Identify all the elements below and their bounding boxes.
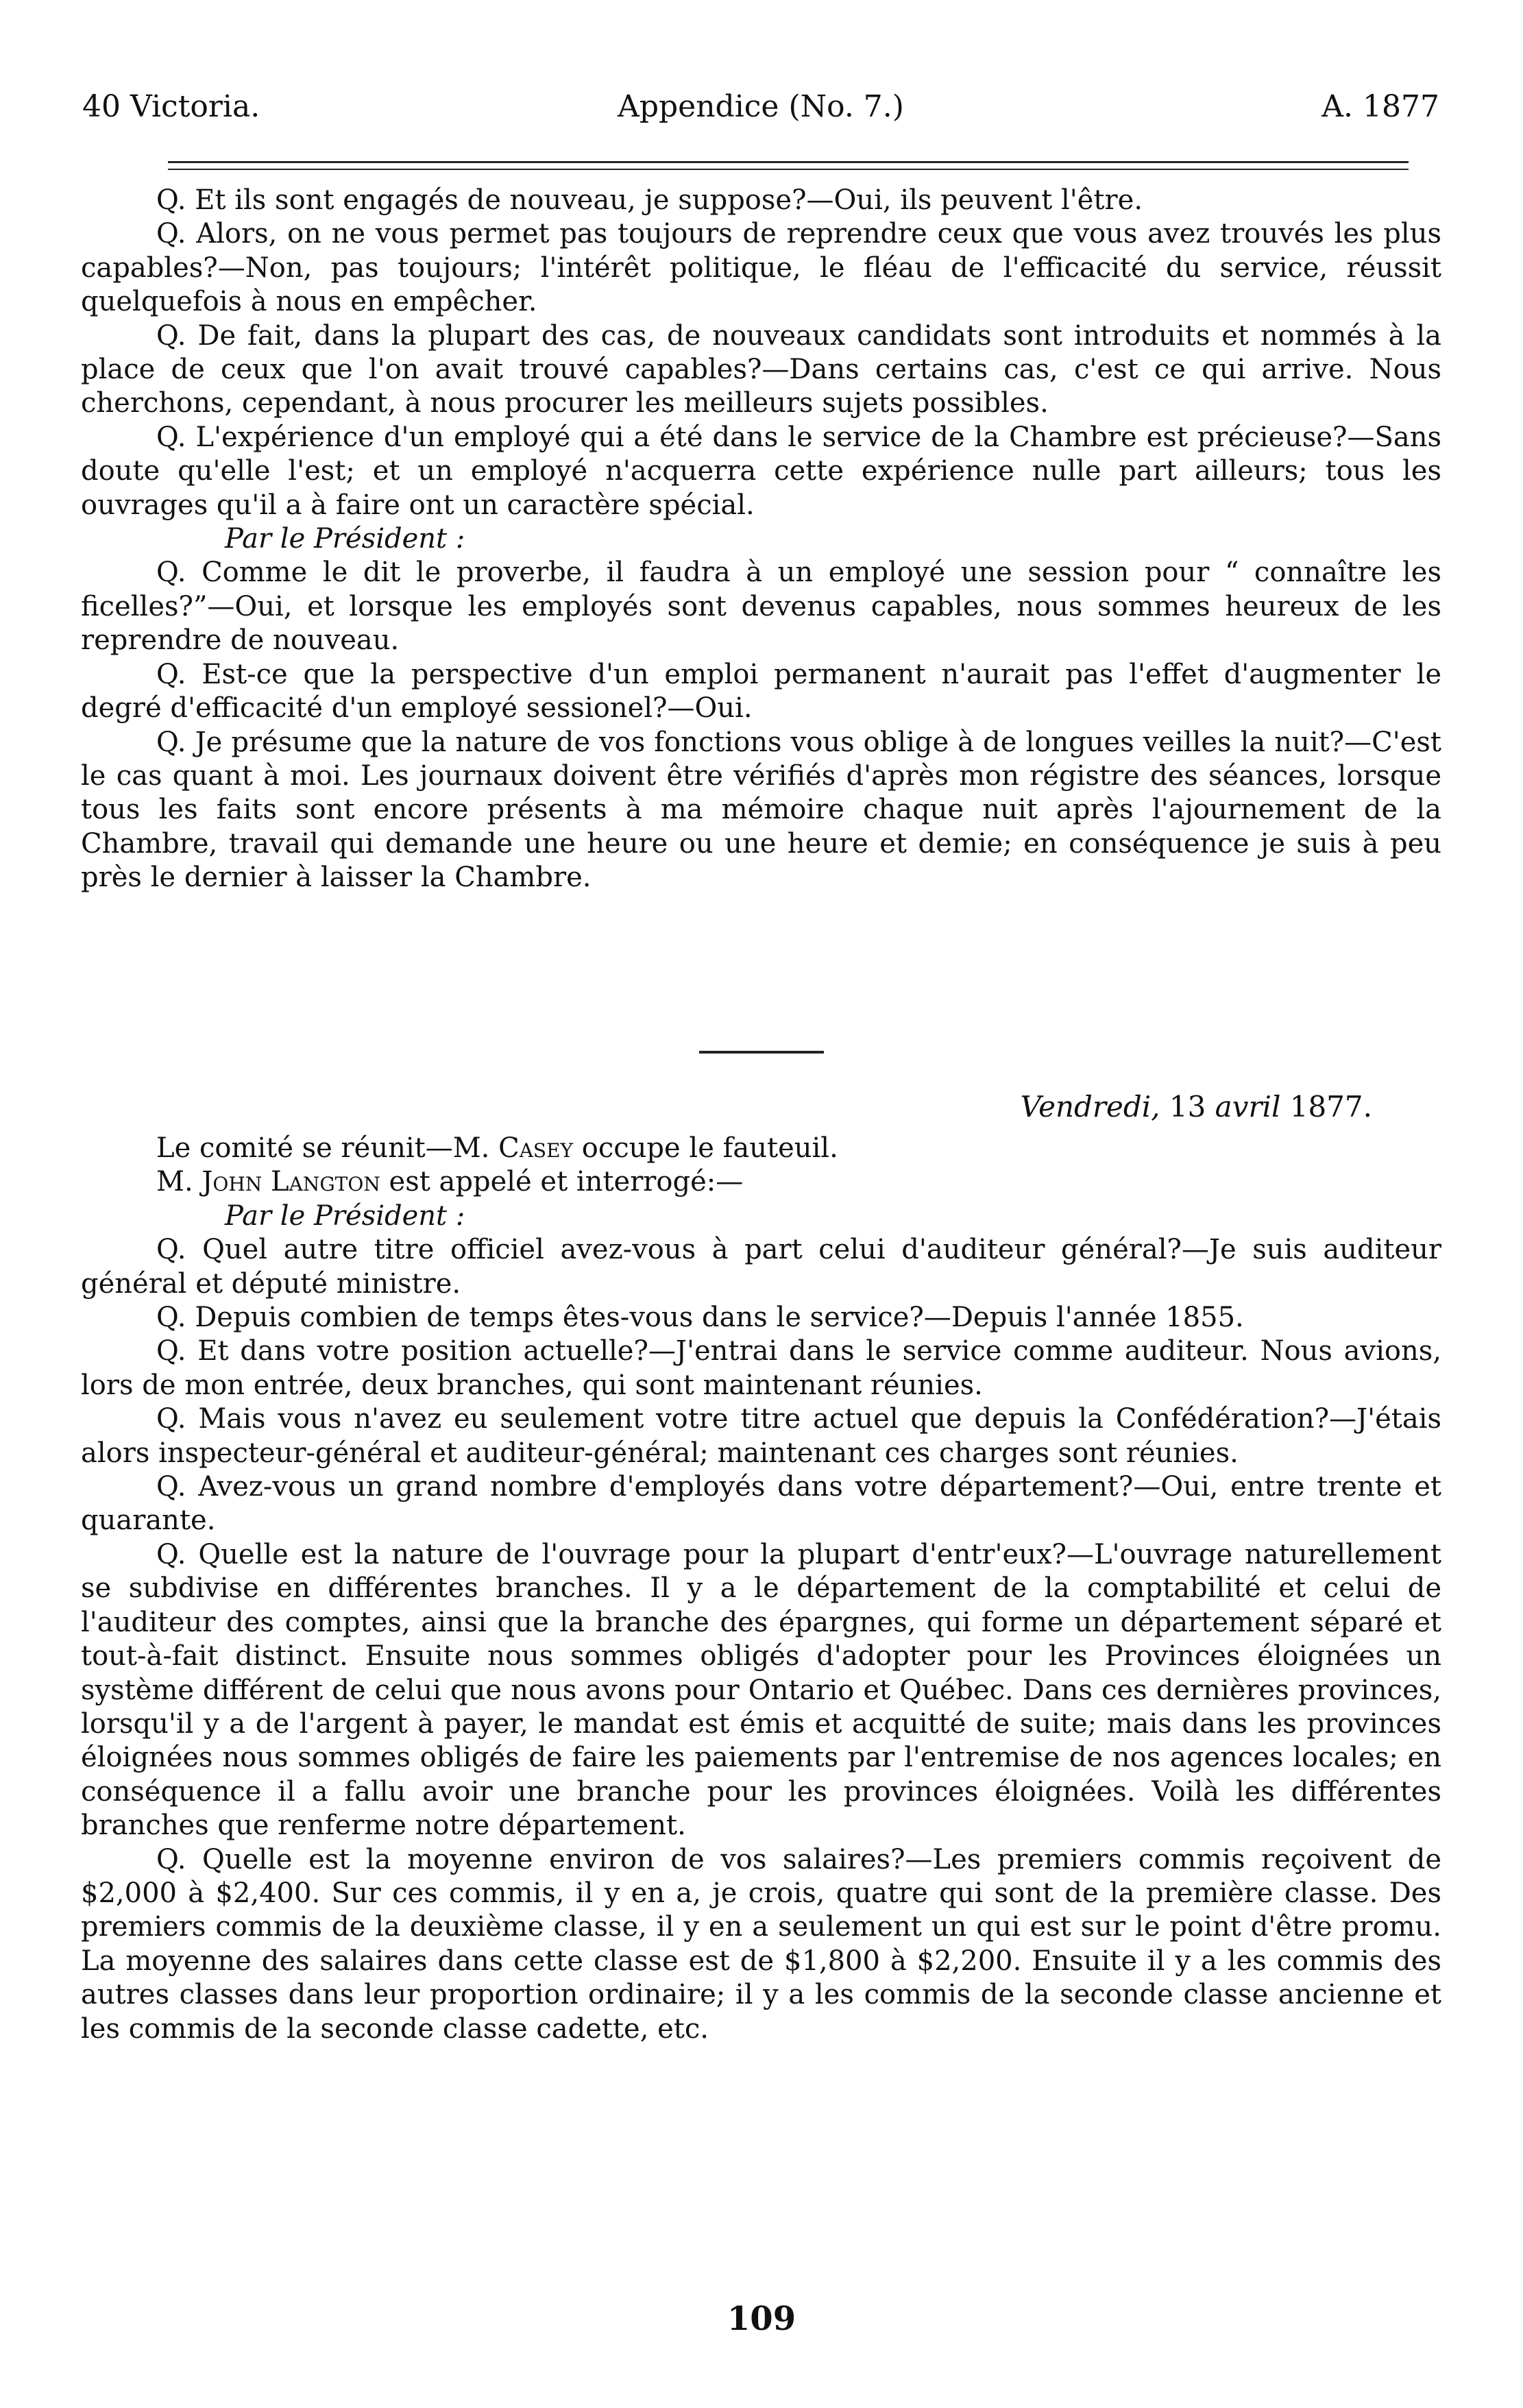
question-paragraph: Q. Mais vous n'avez eu seulement votre titre actuel que depuis la Confédération?—J'étais alors inspecteur-général et auditeur-général; maintenant ces charges sont réunies. bbox=[81, 1403, 1441, 1469]
header-rule bbox=[168, 161, 1409, 163]
witness-space bbox=[262, 1166, 271, 1197]
question-paragraph: Q. Est-ce que la perspective d'un emploi permanent n'aurait pas l'effet d'augmenter le degré d'efficacité d'un employé sessionel?—Oui. bbox=[81, 658, 1441, 725]
question-paragraph: Q. Et ils sont engagés de nouveau, je suppose?—Oui, ils peuvent l'être. bbox=[156, 184, 1143, 216]
page-number: 109 bbox=[727, 2300, 796, 2338]
question-paragraph: Q. Quelle est la nature de l'ouvrage pour la plupart d'entr'eux?—L'ouvrage naturellement se subdivise en différentes branches. Il y a le département de la comptabilité et celui de l'auditeur des comptes, ainsi que la branche des épargnes, qui forme un département séparé et tout-à-fait distinct. Ensuite nous sommes obligés d'adopter pour les Provinces éloignées un système différent de celui que nous avons pour Ontario et Québec. Dans ces dernières provinces, lorsqu'il y a de l'argent à payer, le mandat est émis et acquitté de suite; mais dans les provinces éloignées nous sommes obligés de faire les paiements par l'entremise de nos agences locales; en conséquence il a fallu avoir une branche pour les provinces éloignées. Voilà les différentes branches que renferme notre département. bbox=[81, 1538, 1441, 1842]
witness-last-name: Langton bbox=[271, 1166, 380, 1198]
header-year: A. 1877 bbox=[1321, 89, 1439, 124]
speaker-attribution: Par le Président : bbox=[225, 1200, 465, 1232]
question-paragraph: Q. Depuis combien de temps êtes-vous dans le service?—Depuis l'année 1855. bbox=[156, 1302, 1244, 1334]
chair-name: Casey bbox=[498, 1132, 574, 1164]
witness-prefix: M. bbox=[156, 1166, 202, 1198]
running-head bbox=[82, 89, 1439, 137]
question-paragraph: Q. L'expérience d'un employé qui a été dans le service de la Chambre est précieuse?—Sans doute qu'elle l'est; et un employé n'acquerra cette expérience nulle part ailleurs; tous les ouvrages qu'il a à faire ont un caractère spécial. bbox=[81, 421, 1441, 521]
question-paragraph: Q. Quelle est la moyenne environ de vos salaires?—Les premiers commis reçoivent de $2,000 à $2,400. Sur ces commis, il y en a, je crois, quatre qui sont de la première classe. Des premiers commis de la deuxième classe, il y en a seulement un qui est sur le point d'être promu. La moyenne des salaires dans cette classe est de $1,800 à $2,200. Ensuite il y a les commis des autres classes dans leur proportion ordinaire; il y a les commis de la seconde classe ancienne et les commis de la seconde classe cadette, etc. bbox=[81, 1843, 1441, 2045]
dateline-number: 13 bbox=[1169, 1090, 1206, 1123]
speaker-attribution: Par le Président : bbox=[225, 523, 465, 555]
header-appendix: Appendice (No. 7.) bbox=[618, 89, 904, 124]
header-session: 40 Victoria. bbox=[82, 89, 260, 124]
witness-note-end: est appelé et interrogé:— bbox=[380, 1166, 744, 1198]
witness-first-name: John bbox=[202, 1166, 263, 1198]
testimony-new-session bbox=[81, 1132, 1441, 2046]
question-paragraph: Q. Quel autre titre officiel avez-vous à part celui d'auditeur général?—Je suis auditeur général et député ministre. bbox=[81, 1234, 1441, 1300]
question-paragraph: Q. Alors, on ne vous permet pas toujours de reprendre ceux que vous avez trouvés les plus capables?—Non, pas toujours; l'intérêt politique, le fléau de l'efficacité du service, réussit quelquefois à nous en empêcher. bbox=[81, 218, 1441, 318]
question-paragraph: Q. Je présume que la nature de vos fonctions vous oblige à de longues veilles la nuit?—C'est le cas quant à moi. Les journaux doivent être vérifiés d'après mon régistre des séances, lorsque tous les faits sont encore présents à ma mémoire chaque nuit après l'ajournement de la Chambre, travail qui demande une heure ou une heure et demie; en conséquence je suis à peu près le dernier à laisser la Chambre. bbox=[81, 726, 1441, 894]
question-paragraph: Q. Comme le dit le proverbe, il faudra à un employé une session pour “ connaître les ficelles?”—Oui, et lorsque les employés sont devenus capables, nous sommes heureux de les reprendre de nouveau. bbox=[81, 557, 1441, 657]
meeting-note bbox=[81, 1132, 1441, 1165]
section-divider bbox=[699, 1051, 824, 1054]
question-paragraph: Q. Et dans votre position actuelle?—J'entrai dans le service comme auditeur. Nous avions, lors de mon entrée, deux branches, qui sont maintenant réunies. bbox=[81, 1335, 1441, 1401]
dateline-year: 1877. bbox=[1289, 1090, 1372, 1123]
witness-note bbox=[81, 1165, 1441, 1199]
meeting-note-start: Le comité se réunit—M. bbox=[156, 1132, 499, 1164]
meeting-note-end: occupe le fauteuil. bbox=[573, 1132, 838, 1164]
dateline-day: Vendredi, bbox=[1020, 1090, 1160, 1123]
testimony-continued bbox=[81, 184, 1441, 895]
dateline-month: avril bbox=[1215, 1090, 1281, 1123]
question-paragraph: Q. De fait, dans la plupart des cas, de nouveaux candidats sont introduits et nommés à la place de ceux que l'on avait trouvé capables?—Dans certains cas, c'est ce qui arrive. Nous cherchons, cependant, à nous procurer les meilleurs sujets possibles. bbox=[81, 319, 1441, 419]
question-paragraph: Q. Avez-vous un grand nombre d'employés dans votre département?—Oui, entre trente et quarante. bbox=[81, 1471, 1441, 1537]
session-dateline bbox=[1021, 1090, 1372, 1123]
